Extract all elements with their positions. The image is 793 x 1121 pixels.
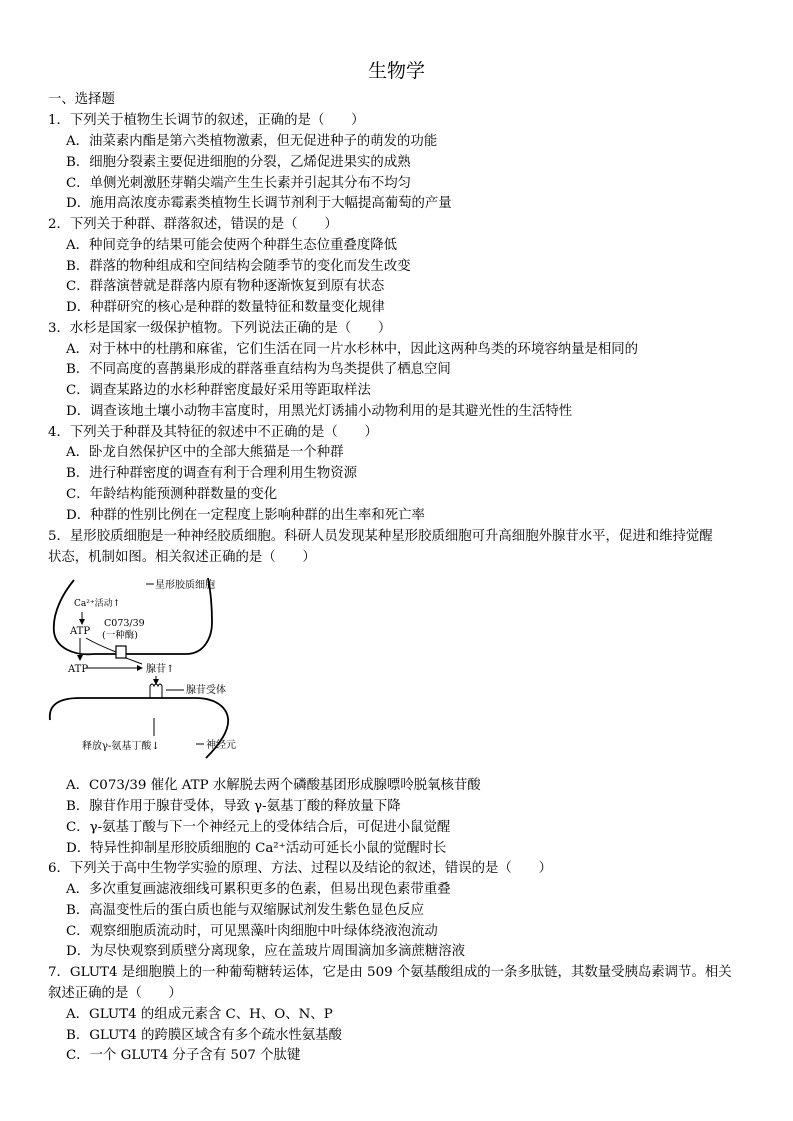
question-stem-continued: 状态，机制如图。相关叙述正确的是（ ） <box>48 550 316 565</box>
question-stem: 5．星形胶质细胞是一种神经胶质细胞。科研人员发现某种星形胶质细胞可升高细胞外腺苷水平，促进和维持觉醒 <box>48 529 713 544</box>
page-title: 生物学 <box>367 60 425 82</box>
atp-inside-label: ATP <box>70 626 91 637</box>
answer-option: C．调查某路边的水杉种群密度最好采用等距取样法 <box>66 383 371 398</box>
receptor-glyph <box>150 684 162 698</box>
question-stem-continued: 叙述正确的是（ ） <box>48 986 182 1001</box>
section-heading: 一、选择题 <box>48 92 115 107</box>
question-stem: 7．GLUT4 是细胞膜上的一种葡萄糖转运体，它是由 509 个氨基酸组成的一条多肽链，其数量受胰岛素调节。相关 <box>48 965 732 980</box>
receptor-label: 腺苷受体 <box>186 685 226 696</box>
answer-option: C．群落演替就是群落内原有物种逐渐恢复到原有状态 <box>66 279 385 294</box>
answer-option: A．多次重复画滤液细线可累积更多的色素，但易出现色素带重叠 <box>66 882 451 897</box>
answer-option: D．特异性抑制星形胶质细胞的 Ca²⁺活动可延长小鼠的觉醒时长 <box>66 841 447 856</box>
answer-option: C．一个 GLUT4 分子含有 507 个肽键 <box>66 1048 301 1063</box>
answer-option: B．细胞分裂素主要促进细胞的分裂，乙烯促进果实的成熟 <box>66 155 411 170</box>
ca-activity-label: Ca²⁺活动↑ <box>74 599 121 609</box>
answer-option: B．GLUT4 的跨膜区域含有多个疏水性氨基酸 <box>66 1028 342 1043</box>
answer-option: B．进行种群密度的调查有利于合理利用生物资源 <box>66 466 358 481</box>
answer-option: A．C073/39 催化 ATP 水解脱去两个磷酸基团形成腺嘌呤脱氧核苷酸 <box>66 778 481 793</box>
answer-option: A．种间竞争的结果可能会使两个种群生态位重叠度降低 <box>66 238 398 253</box>
answer-option: C．年龄结构能预测种群数量的变化 <box>66 487 278 502</box>
astrocyte-mechanism-figure <box>46 572 256 762</box>
question-stem: 2．下列关于种群、群落叙述，错误的是（ ） <box>48 217 338 232</box>
answer-option: A．卧龙自然保护区中的全部大熊猫是一个种群 <box>66 445 344 460</box>
question-stem: 6．下列关于高中生物学实验的原理、方法、过程以及结论的叙述，错误的是（ ） <box>48 861 552 876</box>
question-stem: 4．下列关于种群及其特征的叙述中不正确的是（ ） <box>48 425 378 440</box>
answer-option: A．对于林中的杜鹃和麻雀，它们生活在同一片水杉林中，因此这两种鸟类的环境容纳量是相同的 <box>66 342 639 357</box>
answer-option: C．观察细胞质流动时，可见黑藻叶肉细胞中叶绿体绕液泡流动 <box>66 924 438 939</box>
enzyme-label: C073/39 <box>104 618 145 629</box>
answer-option: C．单侧光刺激胚芽鞘尖端产生生长素并引起其分布不均匀 <box>66 176 412 191</box>
gaba-release-label: 释放γ-氨基丁酸↓ <box>82 741 160 752</box>
question-stem: 1．下列关于植物生长调节的叙述，正确的是（ ） <box>48 113 365 128</box>
answer-option: B．腺苷作用于腺苷受体，导致 γ-氨基丁酸的释放量下降 <box>66 799 401 814</box>
enzyme-note: (一种酶) <box>102 630 138 641</box>
answer-option: B．高温变性后的蛋白质也能与双缩脲试剂发生紫色显色反应 <box>66 903 424 918</box>
answer-option: D．调查该地土壤小动物丰富度时，用黑光灯诱捕小动物利用的是其避光性的生活特性 <box>66 404 573 419</box>
astrocyte-label: 星形胶质细胞 <box>155 580 215 591</box>
answer-option: A．油菜素内酯是第六类植物激素，但无促进种子的萌发的功能 <box>66 134 438 149</box>
answer-option: A．GLUT4 的组成元素含 C、H、O、N、P <box>66 1007 333 1022</box>
answer-option: D．种群研究的核心是种群的数量特征和数量变化规律 <box>66 300 385 315</box>
adenosine-label: 腺苷↑ <box>146 664 175 675</box>
question-stem: 3．水杉是国家一级保护植物。下列说法正确的是（ ） <box>48 321 392 336</box>
answer-option: D．施用高浓度赤霉素类植物生长调节剂利于大幅提高葡萄的产量 <box>66 196 452 211</box>
answer-option: B．群落的物种组成和空间结构会随季节的变化而发生改变 <box>66 259 411 274</box>
neuron-label: 神经元 <box>206 740 236 751</box>
atp-outside-label: ATP <box>68 664 89 675</box>
answer-option: B．不同高度的喜鹊巢形成的群落垂直结构为鸟类提供了栖息空间 <box>66 362 451 377</box>
enzyme-channel <box>116 646 126 658</box>
answer-option: D．为尽快观察到质壁分离现象，应在盖玻片周围滴加多滴蔗糖溶液 <box>66 944 466 959</box>
answer-option: D．种群的性别比例在一定程度上影响种群的出生率和死亡率 <box>66 508 425 523</box>
answer-option: C．γ-氨基丁酸与下一个神经元上的受体结合后，可促进小鼠觉醒 <box>66 820 451 835</box>
